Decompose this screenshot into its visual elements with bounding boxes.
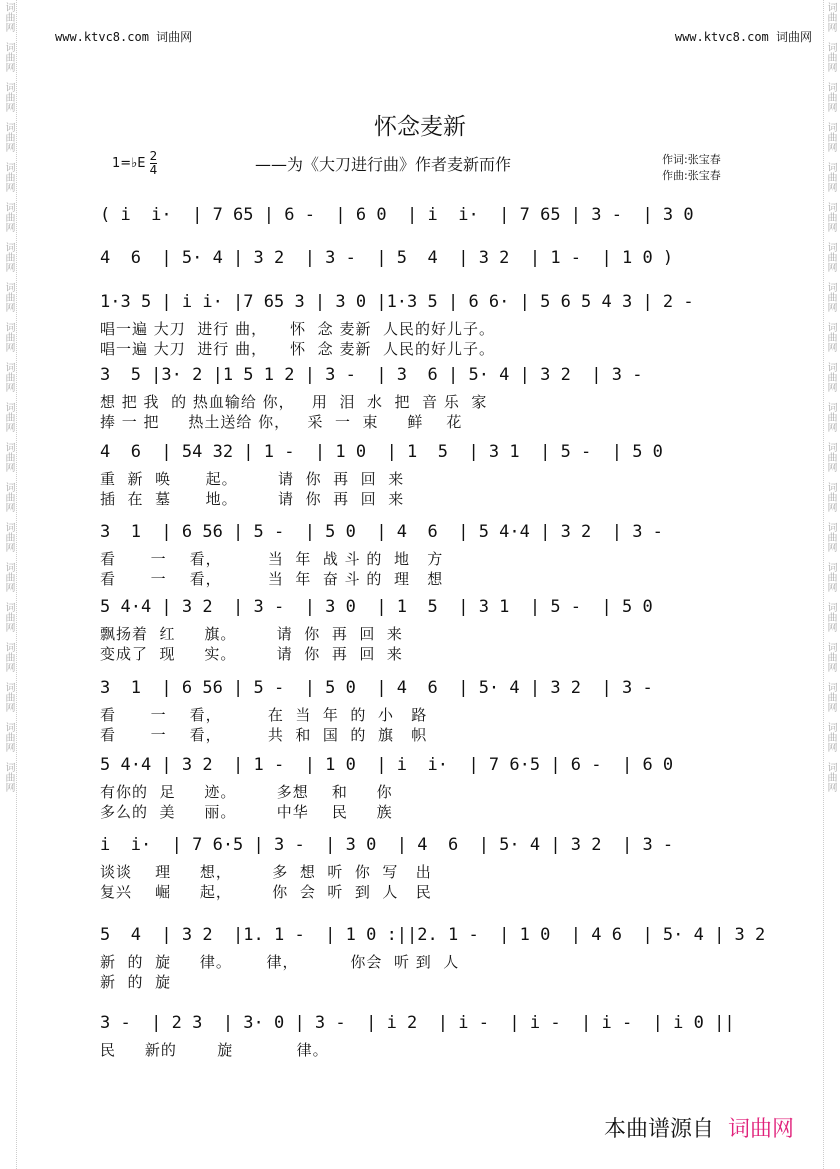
watermark-text: 词曲网 (3, 2, 14, 32)
watermark-text: 词曲网 (3, 362, 14, 392)
watermark-text: 词曲网 (3, 642, 14, 672)
watermark-text: 词曲网 (3, 562, 14, 592)
notation-line (100, 755, 765, 777)
watermark-text: 词曲网 (3, 202, 14, 232)
notes-text: 5 4·4 | 3 2 | 1 - | 1 0 | i i· | 7 6·5 | 6 - | 6 0 (100, 755, 674, 775)
notes-text: i i· | 7 6·5 | 3 - | 3 0 | 4 6 | 5· 4 | 3 2 | 3 - (100, 835, 674, 855)
lyric-line: 新 的 旋 律。 律， 你会 听 到 人 (100, 953, 460, 971)
watermark-text: 词曲网 (3, 42, 14, 72)
watermark-text: 词曲网 (825, 762, 836, 792)
site-url-left[interactable]: www.ktvc8.com 词曲网 (55, 30, 193, 44)
right-watermark-strip (823, 0, 838, 1169)
watermark-text: 词曲网 (3, 162, 14, 192)
lyric-line: 飘扬着 红 旗。 请 你 再 回 来 (100, 625, 403, 643)
notation-line (100, 835, 765, 857)
watermark-text: 词曲网 (825, 402, 836, 432)
site-url-right[interactable]: www.ktvc8.com 词曲网 (674, 30, 812, 44)
notes-text: ( i i· | 7 65 | 6 - | 6 0 | i i· | 7 65 | 3 - | 3 0 (100, 205, 694, 225)
watermark-text: 词曲网 (3, 82, 14, 112)
notation-line (100, 1013, 765, 1035)
source-brand[interactable]: 词曲网 (727, 1117, 794, 1142)
lyric-line: 看 一 看， 在 当 年 的 小 路 (100, 706, 428, 724)
notes-text: 3 - | 2 3 | 3· 0 | 3 - | i 2 | i - | i - | i - | i 0 || (100, 1013, 735, 1033)
lyric-line: 唱一遍 大刀 进行 曲， 怀 念 麦新 人民的好儿子。 (100, 340, 495, 358)
lyric-line: 新 的 旋 (100, 973, 172, 991)
lyric-line: 多么的 美 丽。 中华 民 族 (100, 803, 393, 821)
notes-text: 1·3 5 | i i· |7 65 3 | 3 0 |1·3 5 | 6 6· | 5 6 5 4 3 | 2 - (100, 292, 694, 312)
watermark-text: 词曲网 (825, 362, 836, 392)
watermark-text: 词曲网 (3, 122, 14, 152)
source-footer (604, 1112, 794, 1143)
lyric-line: 有你的 足 迹。 多想 和 你 (100, 783, 393, 801)
watermark-text: 词曲网 (3, 682, 14, 712)
lyric-line: 看 一 看， 当 年 奋 斗 的 理 想 (100, 570, 444, 588)
notes-text: 3 1 | 6 56 | 5 - | 5 0 | 4 6 | 5 4·4 | 3 2 | 3 - (100, 522, 663, 542)
watermark-text: 词曲网 (825, 42, 836, 72)
lyric-line: 看 一 看， 共 和 国 的 旗 帜 (100, 726, 428, 744)
watermark-text: 词曲网 (3, 522, 14, 552)
time-numerator: 2 (149, 149, 158, 163)
song-title: 怀念麦新 (374, 114, 466, 140)
time-denominator: 4 (149, 163, 158, 177)
notation-line (100, 597, 765, 619)
lyric-line: 谈谈 理 想， 多 想 听 你 写 出 (100, 863, 432, 881)
lyric-line: 复兴 崛 起， 你 会 听 到 人 民 (100, 883, 432, 901)
notation-line (100, 365, 765, 387)
notation-line (100, 442, 765, 464)
notation-line (100, 292, 765, 314)
notes-text: 5 4·4 | 3 2 | 3 - | 3 0 | 1 5 | 3 1 | 5 - | 5 0 (100, 597, 653, 617)
notes-text: 4 6 | 5· 4 | 3 2 | 3 - | 5 4 | 3 2 | 1 - | 1 0 ) (100, 248, 674, 268)
left-watermark-strip (2, 0, 17, 1169)
watermark-text: 词曲网 (3, 322, 14, 352)
credits (662, 152, 721, 184)
notes-text: 3 1 | 6 56 | 5 - | 5 0 | 4 6 | 5· 4 | 3 2 | 3 - (100, 678, 653, 698)
watermark-text: 词曲网 (825, 442, 836, 472)
watermark-text: 词曲网 (825, 2, 836, 32)
key-label: 1=♭E (112, 156, 146, 171)
lyric-line: 插 在 墓 地。 请 你 再 回 来 (100, 490, 405, 508)
watermark-text: 词曲网 (825, 242, 836, 272)
notes-text: 3 5 |3· 2 |1 5 1 2 | 3 - | 3 6 | 5· 4 | 3 2 | 3 - (100, 365, 643, 385)
notation-line (100, 248, 765, 270)
watermark-text: 词曲网 (825, 602, 836, 632)
lyric-line: 重 新 唤 起。 请 你 再 回 来 (100, 470, 405, 488)
watermark-text: 词曲网 (825, 322, 836, 352)
composer: 作曲:张宝春 (662, 169, 721, 182)
notation-line (100, 522, 765, 544)
watermark-text: 词曲网 (3, 282, 14, 312)
lyric-line: 想 把 我 的 热血输给 你， 用 泪 水 把 音 乐 家 (100, 393, 488, 411)
watermark-text: 词曲网 (825, 482, 836, 512)
watermark-text: 词曲网 (825, 562, 836, 592)
watermark-text: 词曲网 (825, 282, 836, 312)
watermark-text: 词曲网 (3, 402, 14, 432)
watermark-text: 词曲网 (825, 162, 836, 192)
watermark-text: 词曲网 (3, 602, 14, 632)
watermark-text: 词曲网 (825, 202, 836, 232)
lyricist: 作词:张宝春 (662, 153, 721, 166)
watermark-text: 词曲网 (825, 82, 836, 112)
notation-line (100, 925, 765, 947)
notes-text: 4 6 | 54 32 | 1 - | 1 0 | 1 5 | 3 1 | 5 - | 5 0 (100, 442, 663, 462)
song-subtitle: ——为《大刀进行曲》作者麦新而作 (255, 155, 512, 174)
key-signature (112, 150, 157, 177)
watermark-text: 词曲网 (3, 442, 14, 472)
watermark-text: 词曲网 (3, 722, 14, 752)
notation-line (100, 678, 765, 700)
watermark-text: 词曲网 (825, 122, 836, 152)
lyric-line: 变成了 现 实。 请 你 再 回 来 (100, 645, 403, 663)
notation-line (100, 205, 765, 227)
lyric-line: 唱一遍 大刀 进行 曲， 怀 念 麦新 人民的好儿子。 (100, 320, 495, 338)
notes-text: 5 4 | 3 2 |1. 1 - | 1 0 :||2. 1 - | 1 0 | 4 6 | 5· 4 | 3 2 (100, 925, 766, 945)
watermark-text: 词曲网 (3, 242, 14, 272)
time-signature (150, 150, 158, 177)
watermark-text: 词曲网 (825, 722, 836, 752)
watermark-text: 词曲网 (3, 482, 14, 512)
lyric-line: 捧 一 把 热土送给 你， 采 一 束 鲜 花 (100, 413, 463, 431)
lyric-line: 民 新的 旋 律。 (100, 1041, 329, 1059)
watermark-text: 词曲网 (825, 522, 836, 552)
source-label: 本曲谱源自 (603, 1117, 714, 1142)
watermark-text: 词曲网 (3, 762, 14, 792)
watermark-text: 词曲网 (825, 682, 836, 712)
watermark-text: 词曲网 (825, 642, 836, 672)
lyric-line: 看 一 看， 当 年 战 斗 的 地 方 (100, 550, 444, 568)
